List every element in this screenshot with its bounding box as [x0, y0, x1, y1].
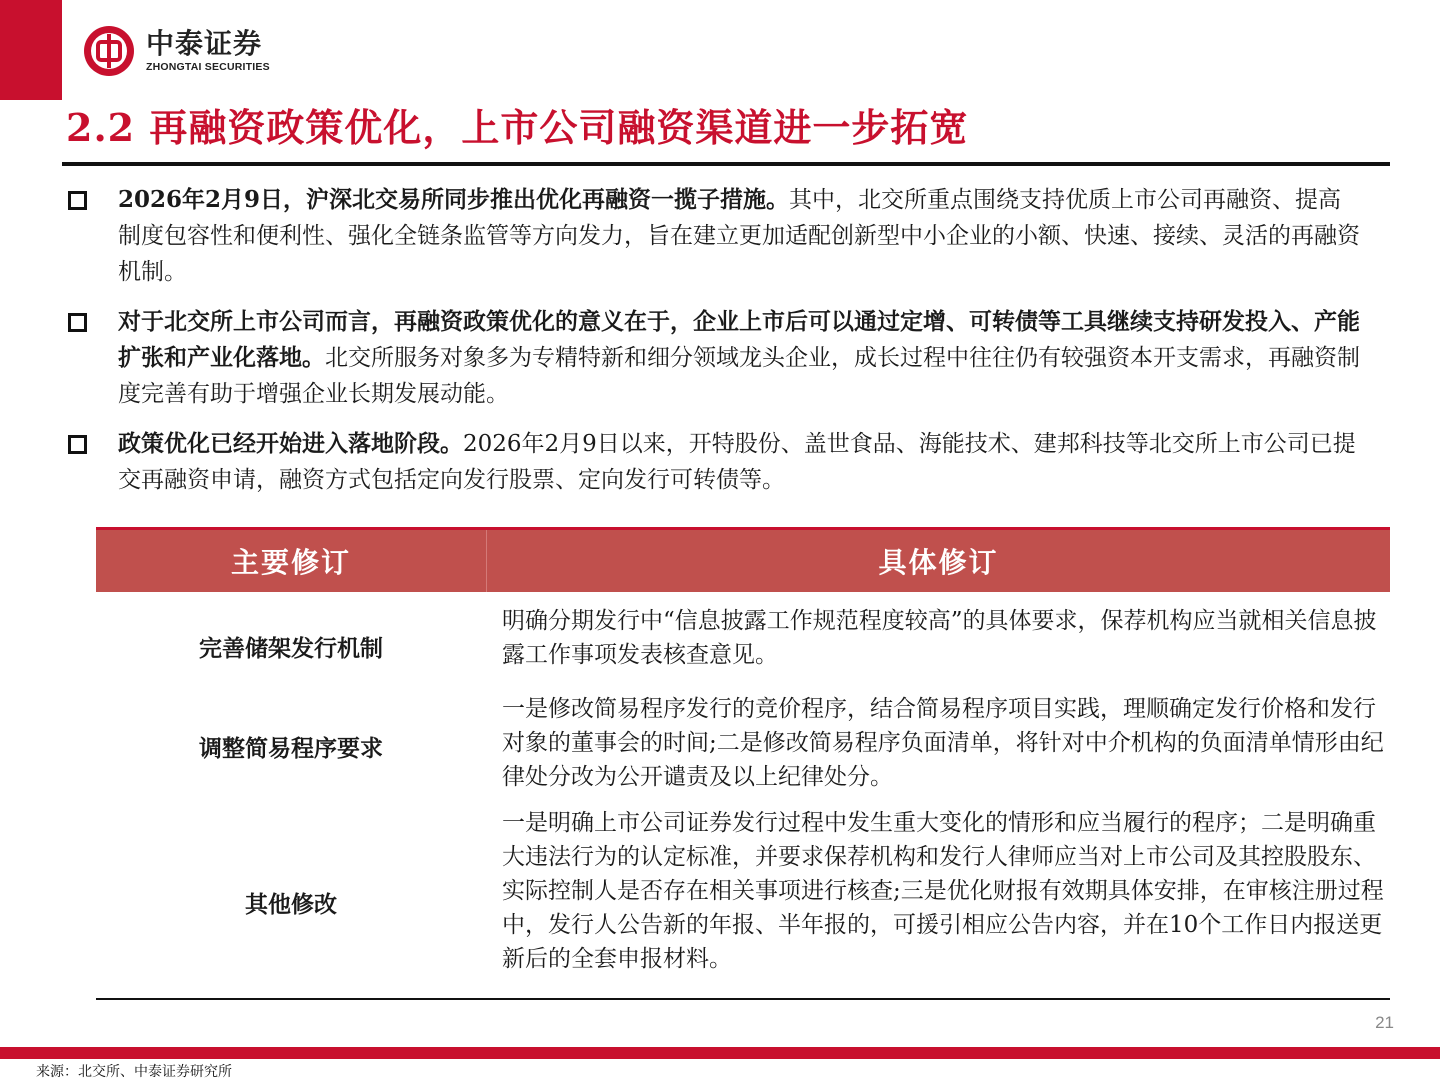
logo-name-cn: 中泰证券 [146, 27, 263, 60]
square-bullet-icon [68, 191, 87, 210]
bullet-body: 北交所服务对象多为专精特新和细分领域龙头企业，成长过程中往往仍有较强资本开支需求，再融资制度完善有助于增强企业长期发展动能。 [118, 345, 1360, 407]
page-number: 21 [1375, 1013, 1394, 1032]
bullet-lead: 2026年2月9日，沪深北交易所同步推出优化再融资一揽子措施。 [118, 186, 790, 213]
company-logo [82, 22, 270, 80]
revision-detail: 明确分期发行中“信息披露工作规范程度较高”的具体要求，保荐机构应当就相关信息披露工作事项发表核查意见。 [502, 608, 1377, 668]
square-bullet-icon [68, 313, 87, 332]
brand-color-bar [0, 0, 62, 100]
revision-item: 其他修改 [245, 891, 337, 918]
zhongtai-logo-icon [82, 24, 136, 78]
table-row [96, 692, 1390, 800]
table-row [96, 600, 1390, 692]
bullet-list [62, 182, 1362, 512]
bullet-body: 2026年2月9日以来，开特股份、盖世食品、海能技术、建邦科技等北交所上市公司已提交再融资申请，融资方式包括定向发行股票、定向发行可转债等。 [118, 431, 1356, 493]
table-bottom-rule [96, 998, 1390, 1000]
revision-item: 调整简易程序要求 [199, 734, 383, 762]
bullet-lead: 政策优化已经开始进入落地阶段。 [118, 430, 463, 457]
revision-detail: 一是修改简易程序发行的竞价程序，结合简易程序项目实践，理顺确定发行价格和发行对象的董事会的时间;二是修改简易程序负面清单，将针对中介机构的负面清单情形由纪律处分改为公开谴责及以上纪律处分。 [502, 696, 1384, 790]
revision-item: 完善储架发行机制 [199, 634, 383, 662]
revision-detail: 一是明确上市公司证券发行过程中发生重大变化的情形和应当履行的程序；二是明确重大违法行为的认定标准，并要求保荐机构和发行人律师应当对上市公司及其控股股东、实际控制人是否存在相关事项进行核查;三是优化财报有效期具体安排，在审核注册过程中，发行人公告新的年报、半年报的，可援引相应公告内容，并在10个工作日内报送更新后的全套申报材料。 [502, 810, 1384, 972]
table-row [96, 800, 1390, 1005]
square-bullet-icon [68, 435, 87, 454]
bullet-item [62, 182, 1362, 290]
title-divider [62, 162, 1390, 166]
bullet-body: 其中，北交所重点围绕支持优质上市公司再融资、提高制度包容性和便利性、强化全链条监管等方向发力，旨在建立更加适配创新型中小企业的小额、快速、接续、灵活的再融资机制。 [118, 187, 1360, 285]
table-header [96, 527, 1390, 592]
bullet-item [62, 304, 1362, 412]
bullet-item [62, 426, 1362, 498]
header-main-revision: 主要修订 [96, 530, 487, 592]
footer-bar [0, 1047, 1440, 1059]
source-note: 来源：北交所、中泰证券研究所 [36, 1064, 232, 1080]
header-detail-revision: 具体修订 [878, 546, 999, 579]
slide-title: 2.2 再融资政策优化，上市公司融资渠道进一步拓宽 [66, 105, 969, 150]
revision-table [96, 527, 1390, 1005]
logo-name-en: ZHONGTAI SECURITIES [146, 61, 270, 73]
bullet-lead: 对于北交所上市公司而言，再融资政策优化的意义在于，企业上市后可以通过定增、可转债等工具继续支持研发投入、产能扩张和产业化落地。 [118, 308, 1360, 371]
